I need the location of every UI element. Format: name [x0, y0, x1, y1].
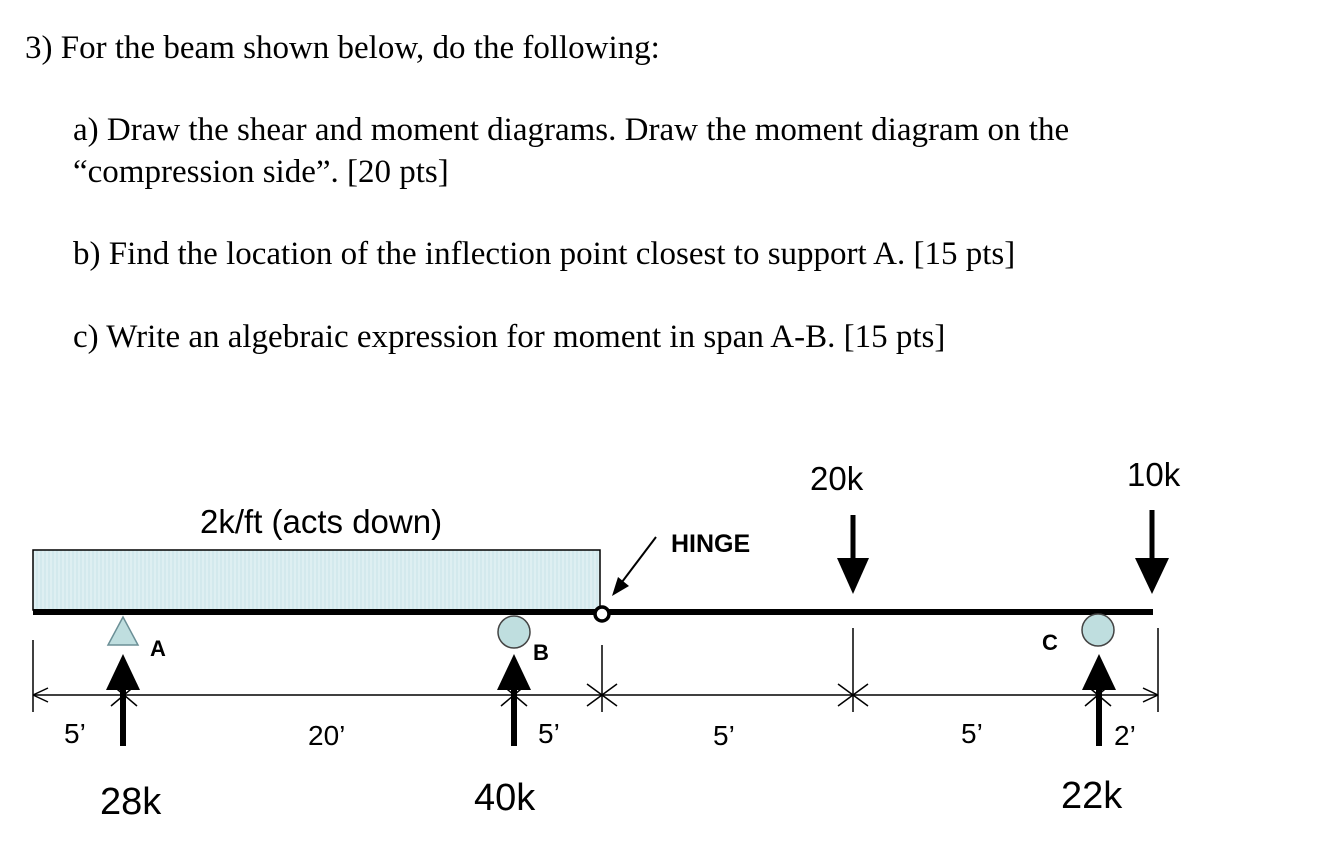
dimension-tick	[33, 688, 48, 695]
point-load-20k-label: 20k	[810, 460, 864, 497]
reaction-b-arrowhead	[497, 654, 531, 690]
question-title: 3) For the beam shown below, do the following:	[25, 30, 660, 66]
distributed-load-label: 2k/ft (acts down)	[200, 503, 443, 540]
reaction-a-label: 28k	[100, 781, 162, 823]
dimension-tick	[33, 695, 48, 702]
dimension-label: 20’	[308, 720, 346, 751]
part-a-line-2: “compression side”. [20 pts]	[73, 154, 449, 190]
part-a-line-1: a) Draw the shear and moment diagrams. Draw the moment diagram on the	[73, 112, 1070, 148]
dimension-label: 2’	[1114, 720, 1136, 751]
hinge-symbol	[595, 607, 609, 621]
point-load-10k-arrowhead	[1135, 558, 1169, 594]
support-b-roller	[498, 616, 530, 648]
hinge-label: HINGE	[671, 530, 751, 558]
dimension-tick	[1143, 695, 1158, 702]
point-load-20k-arrowhead	[837, 558, 869, 594]
hinge-pointer-arrowhead	[612, 577, 629, 596]
support-a-pin	[108, 617, 138, 645]
part-b: b) Find the location of the inflection point closest to support A. [15 pts]	[73, 236, 1016, 272]
part-c: c) Write an algebraic expression for moment in span A-B. [15 pts]	[73, 319, 946, 355]
reaction-a-arrowhead	[106, 654, 140, 690]
reaction-c-arrowhead	[1082, 654, 1116, 690]
dimension-tick	[1143, 688, 1158, 695]
reaction-b-label: 40k	[474, 777, 536, 819]
dimension-line-group	[33, 628, 1158, 712]
dimension-label: 5’	[961, 718, 983, 749]
support-b-label: B	[533, 640, 549, 665]
dimension-label: 5’	[713, 720, 735, 751]
dimension-label: 5’	[64, 718, 86, 749]
dimension-label: 5’	[538, 718, 560, 749]
support-c-roller	[1082, 614, 1114, 646]
distributed-load-block	[33, 550, 600, 610]
support-c-label: C	[1042, 630, 1058, 655]
hinge-pointer-line	[622, 537, 656, 582]
reaction-c-label: 22k	[1061, 775, 1123, 817]
support-a-label: A	[150, 636, 166, 661]
point-load-10k-label: 10k	[1127, 456, 1181, 493]
